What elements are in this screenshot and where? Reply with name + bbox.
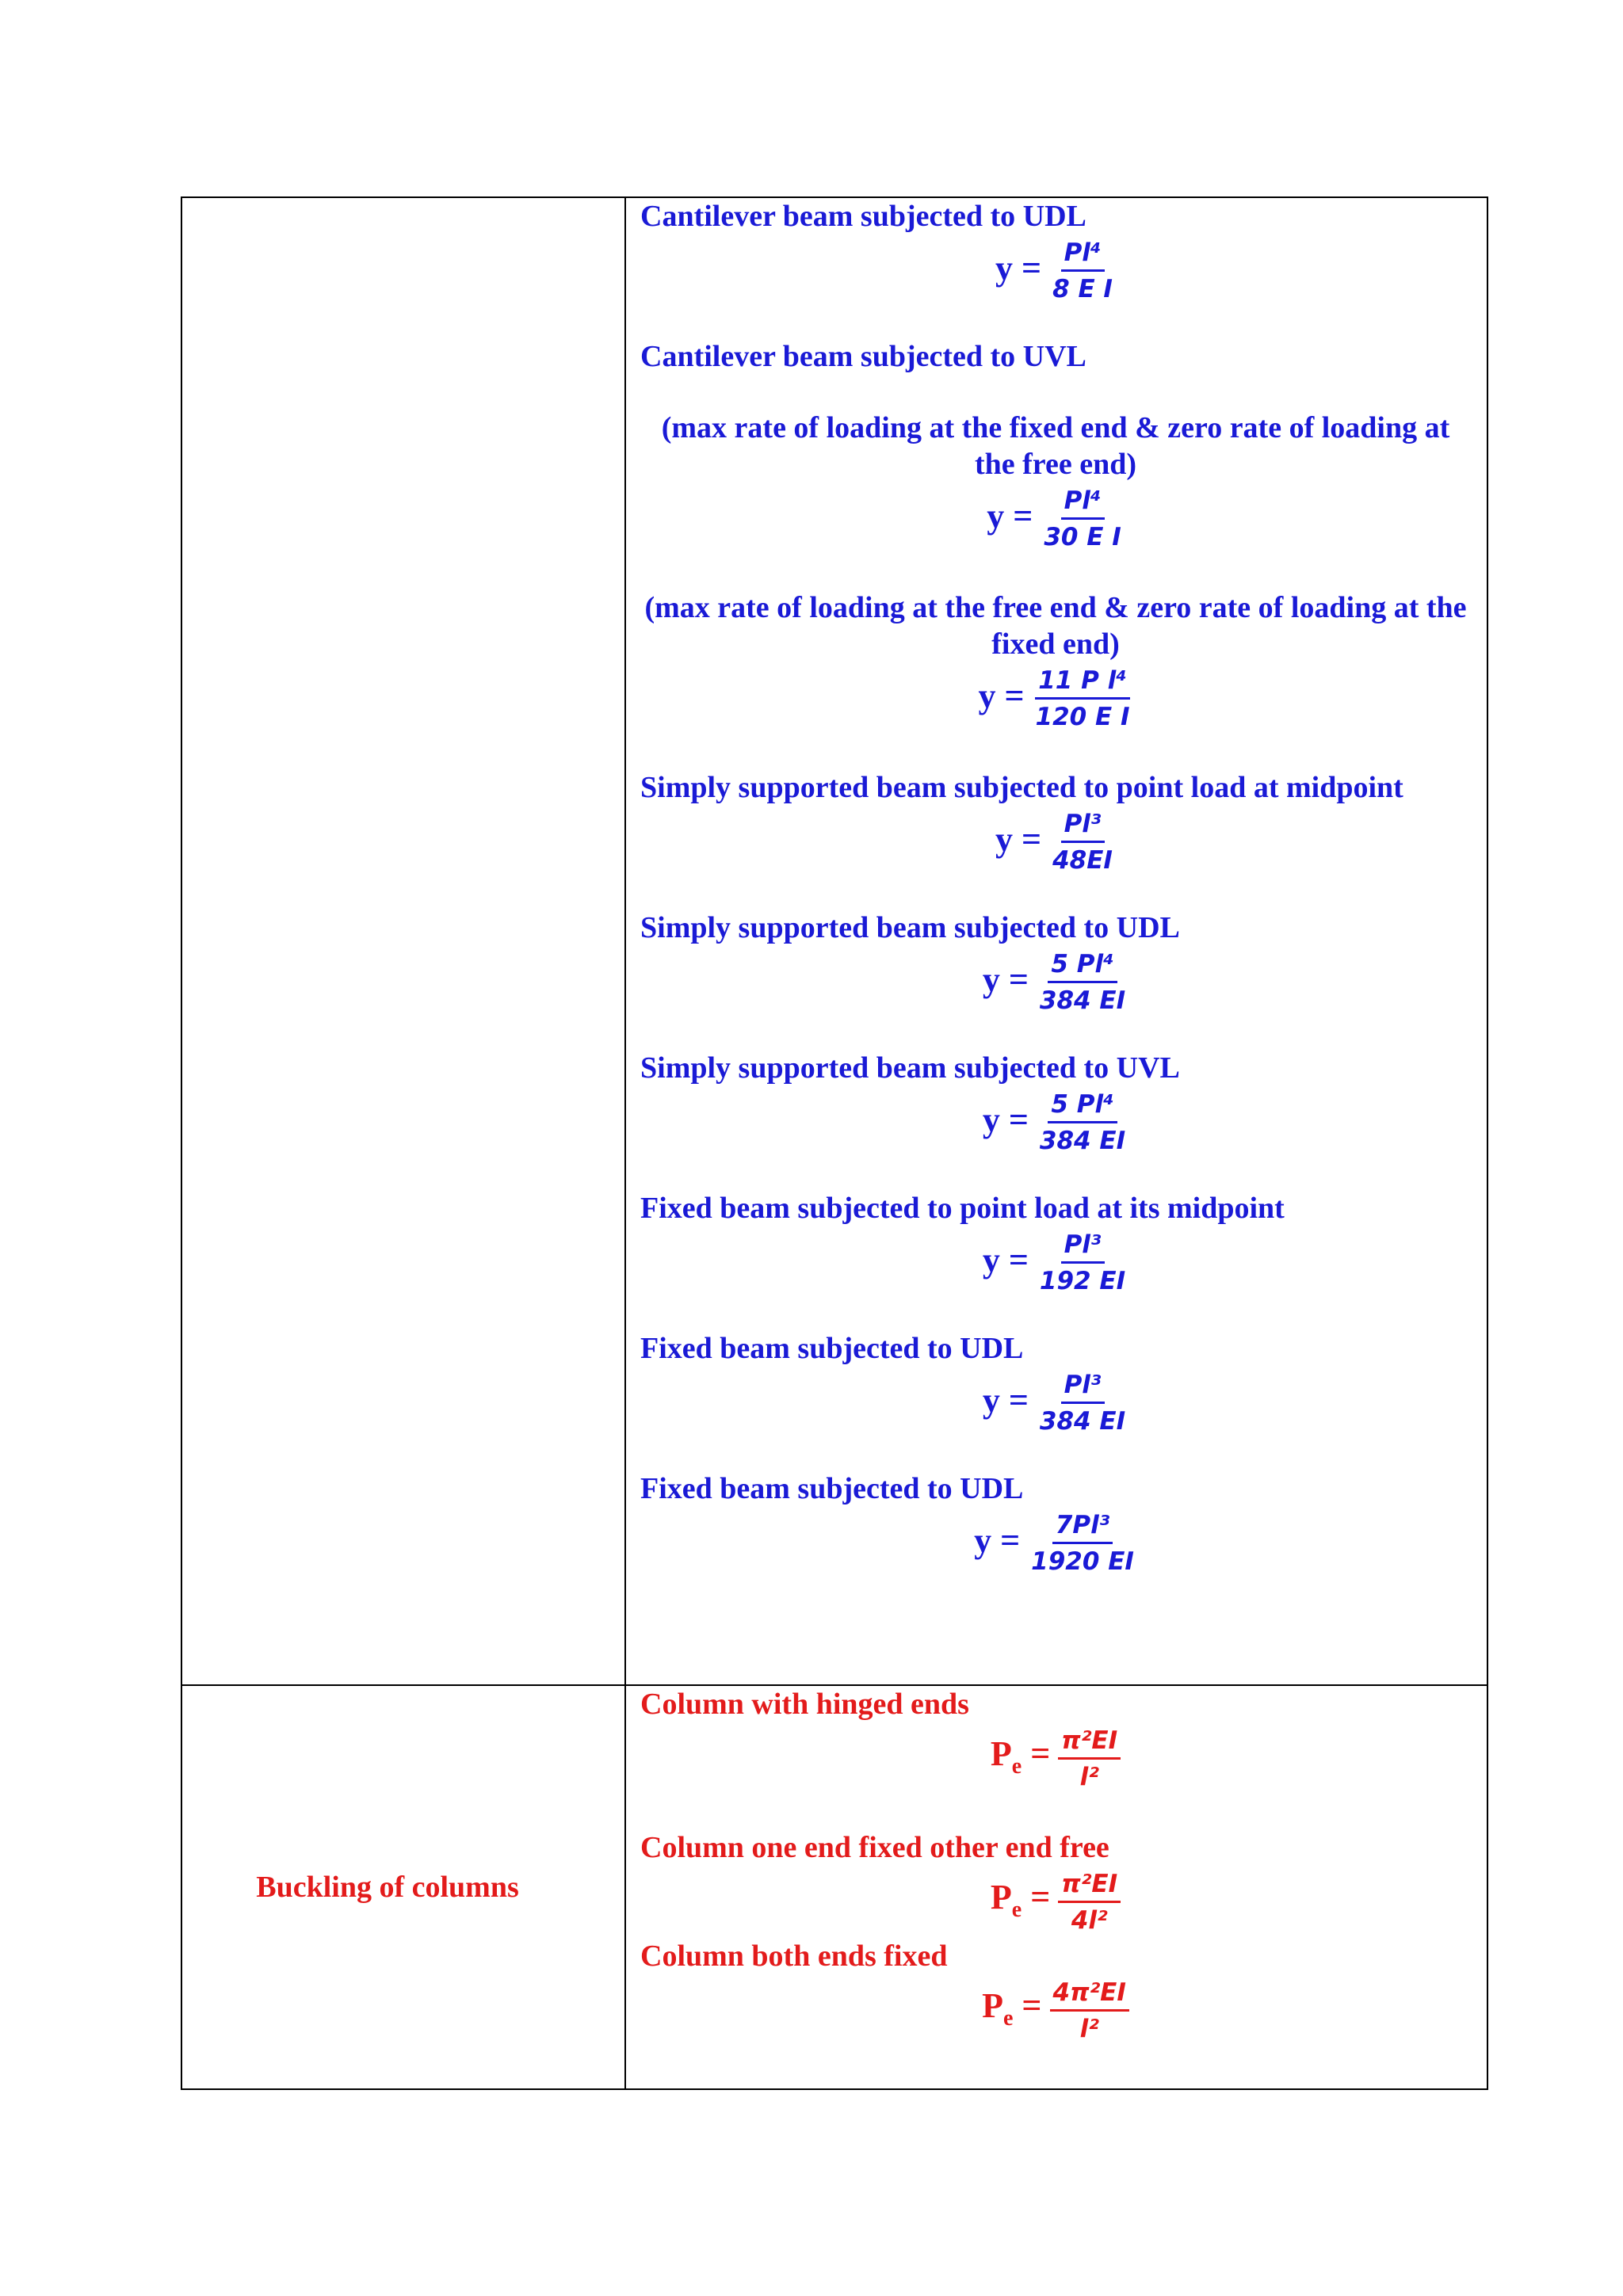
numerator: 7Pl³ — [1052, 1508, 1113, 1544]
table-row-deflection — [181, 197, 1487, 1685]
topic-cell-empty — [181, 197, 625, 1685]
entry-ss-point-load — [640, 769, 1471, 878]
denominator: 192 EI — [1039, 1267, 1126, 1295]
entry-ss-udl — [640, 910, 1471, 1018]
denominator: 120 E I — [1035, 703, 1130, 731]
fraction — [1033, 664, 1133, 734]
fraction — [1041, 484, 1124, 555]
entry-heading: Simply supported beam subjected to UVL — [640, 1051, 1180, 1085]
numerator: Pl³ — [1061, 807, 1105, 843]
numerator: π²EI — [1058, 1724, 1121, 1760]
formula — [640, 1508, 1471, 1579]
formula-lhs: $P_e$ = — [990, 1733, 1051, 1779]
denominator: 30 E I — [1044, 523, 1121, 551]
numerator: Pl⁴ — [1061, 484, 1105, 520]
entry-heading: Simply supported beam subjected to UDL — [640, 911, 1180, 944]
numerator: Pl⁴ — [1061, 236, 1105, 272]
buckling-formulas-cell — [625, 1685, 1487, 2089]
denominator: l² — [1079, 1763, 1099, 1791]
denominator: 384 EI — [1039, 1407, 1126, 1436]
entry-heading: Cantilever beam subjected to UVL — [640, 340, 1086, 373]
entry-column-both-fixed — [640, 1938, 1471, 2046]
formula — [640, 664, 1471, 734]
fraction — [1050, 1976, 1129, 2046]
formula-lhs: y = — [982, 1100, 1029, 1139]
formula-lhs: y = — [995, 249, 1042, 288]
entry-fixed-udl-2 — [640, 1470, 1471, 1579]
entry-heading: Column with hinged ends — [640, 1688, 969, 1721]
formula — [640, 1867, 1471, 1938]
topic-cell-buckling — [181, 1685, 625, 2089]
deflection-formulas-cell — [625, 197, 1487, 1685]
fraction — [1037, 1368, 1128, 1439]
fraction — [1058, 1724, 1121, 1794]
entry-ss-uvl — [640, 1050, 1471, 1158]
entry-fixed-udl — [640, 1330, 1471, 1439]
formula — [640, 484, 1471, 555]
formula-lhs: $P_e$ = — [982, 1985, 1042, 2031]
formula — [640, 1724, 1471, 1794]
formula-lhs: y = — [978, 677, 1025, 715]
fraction — [1049, 807, 1116, 878]
formula-lhs: y = — [982, 960, 1029, 999]
formula — [640, 1368, 1471, 1439]
formula — [640, 236, 1471, 307]
formula-table — [181, 196, 1488, 2090]
fraction — [1037, 1088, 1128, 1158]
formula-lhs: y = — [974, 1521, 1021, 1560]
numerator: Pl³ — [1061, 1228, 1105, 1264]
entry-heading: Cantilever beam subjected to UDL — [640, 200, 1086, 233]
denominator: 384 EI — [1039, 986, 1126, 1015]
numerator: 4π²EI — [1050, 1976, 1129, 2012]
denominator: 48EI — [1052, 846, 1113, 875]
formula — [640, 1228, 1471, 1299]
denominator: 8 E I — [1052, 275, 1113, 303]
formula — [640, 1976, 1471, 2046]
formula-lhs: $P_e$ = — [990, 1877, 1051, 1922]
topic-label: Buckling of columns — [256, 1871, 519, 1904]
numerator: 11 P l⁴ — [1035, 664, 1130, 700]
fraction — [1049, 236, 1116, 307]
loading-note: (max rate of loading at the free end & zero rate of loading at the fixed end) — [644, 591, 1467, 661]
numerator: 5 Pl⁴ — [1048, 1088, 1117, 1123]
formula — [640, 948, 1471, 1018]
denominator: 1920 EI — [1031, 1547, 1134, 1576]
fraction — [1028, 1508, 1137, 1579]
entry-column-hinged — [640, 1686, 1471, 1794]
formula-lhs: y = — [982, 1381, 1029, 1420]
numerator: π²EI — [1058, 1867, 1121, 1903]
denominator: l² — [1079, 2015, 1099, 2043]
entry-heading: Fixed beam subjected to UDL — [640, 1472, 1024, 1505]
fraction — [1037, 948, 1128, 1018]
entry-heading: Simply supported beam subjected to point load at midpoint — [640, 771, 1403, 804]
formula — [640, 807, 1471, 878]
formula — [640, 1088, 1471, 1158]
denominator: 4l² — [1071, 1906, 1108, 1935]
formula-lhs: y = — [987, 497, 1033, 536]
entry-heading: Column one end fixed other end free — [640, 1831, 1109, 1864]
fraction — [1037, 1228, 1128, 1299]
fraction — [1058, 1867, 1121, 1938]
numerator: 5 Pl⁴ — [1048, 948, 1117, 983]
entry-heading: Fixed beam subjected to point load at its midpoint — [640, 1192, 1285, 1225]
entry-heading: Column both ends fixed — [640, 1939, 948, 1973]
entry-column-fixed-free — [640, 1829, 1471, 1938]
denominator: 384 EI — [1039, 1127, 1126, 1155]
loading-note: (max rate of loading at the fixed end & zero rate of loading at the free end) — [661, 411, 1450, 481]
entry-cantilever-uvl — [640, 338, 1471, 734]
entry-cantilever-udl — [640, 198, 1471, 307]
formula-lhs: y = — [982, 1241, 1029, 1280]
formula-lhs: y = — [995, 820, 1042, 859]
entry-fixed-point-load — [640, 1190, 1471, 1299]
entry-heading: Fixed beam subjected to UDL — [640, 1332, 1024, 1365]
numerator: Pl³ — [1061, 1368, 1105, 1404]
table-row-buckling — [181, 1685, 1487, 2089]
